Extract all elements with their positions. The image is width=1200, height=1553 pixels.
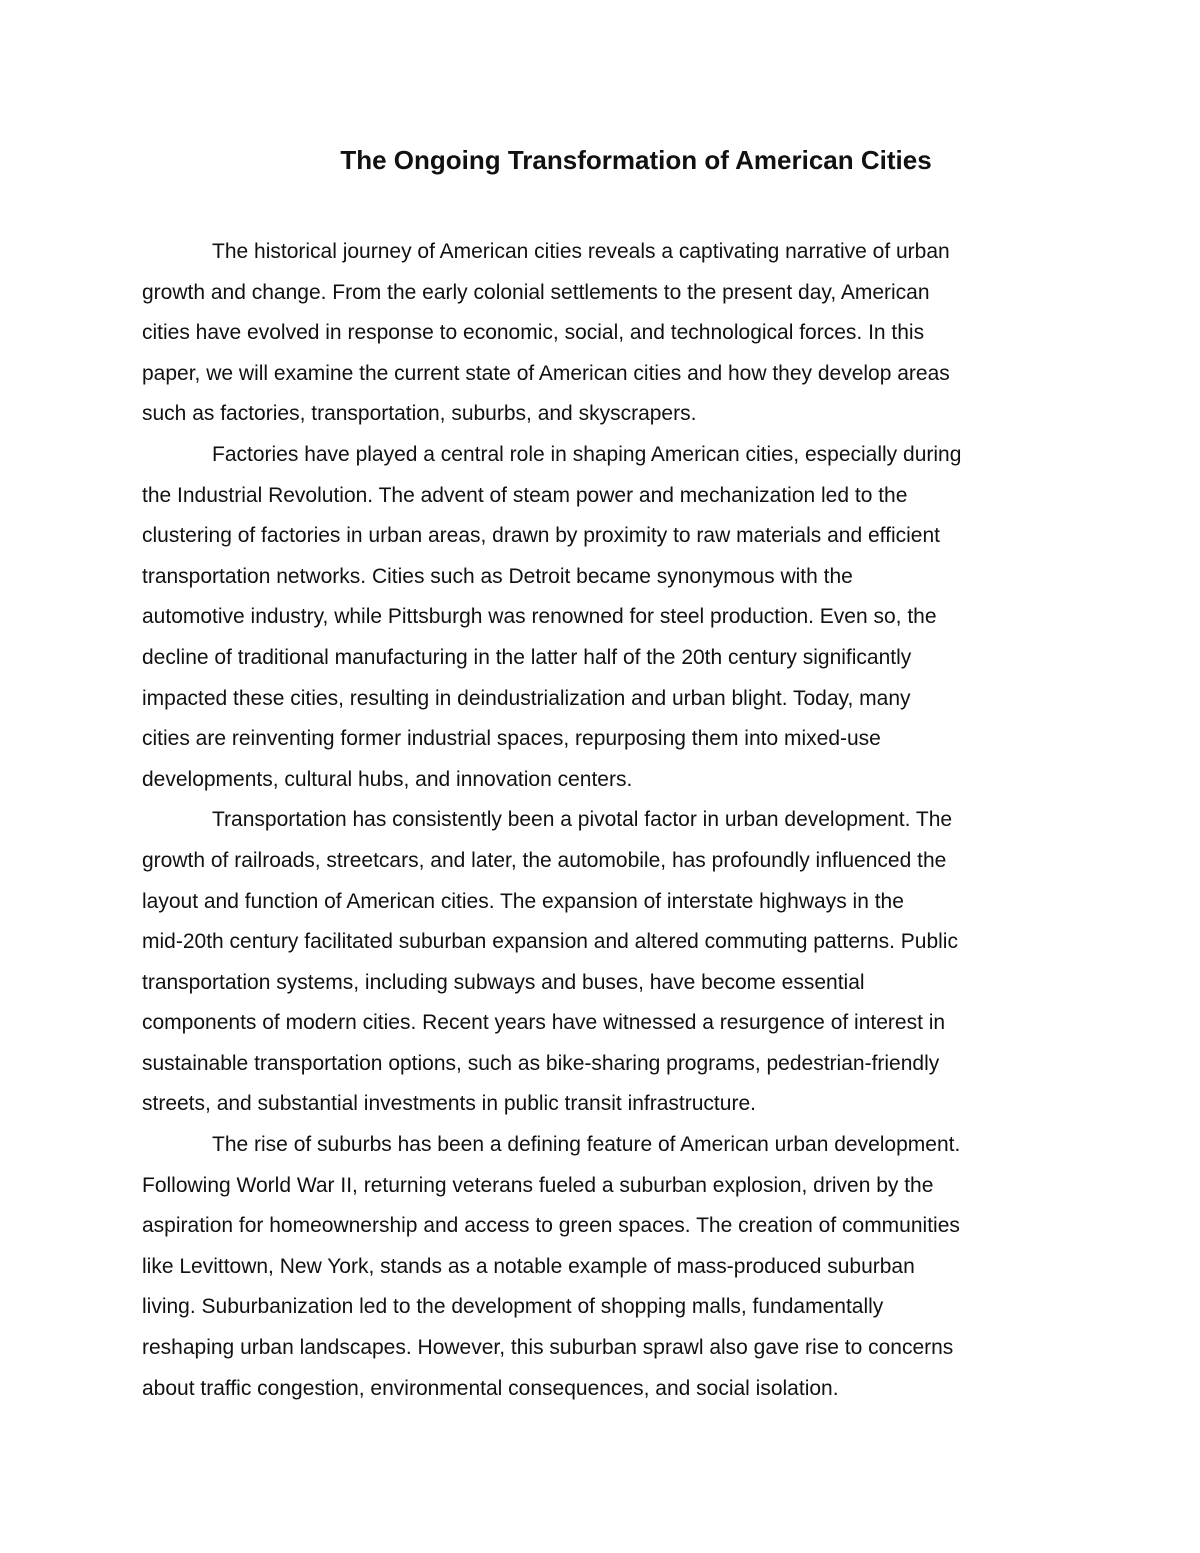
text-line: cities have evolved in response to economic, social, and technological forces. In this	[142, 321, 925, 345]
text-line: The historical journey of American cities reveals a captivating narrative of urban	[212, 240, 950, 263]
text-line: growth of railroads, streetcars, and later, the automobile, has profoundly influenced the	[142, 848, 947, 872]
document-body	[142, 232, 1082, 1409]
text-line: the Industrial Revolution. The advent of steam power and mechanization led to the	[142, 483, 908, 507]
text-line: living. Suburbanization led to the development of shopping malls, fundamentally	[142, 1295, 884, 1319]
text-line: transportation systems, including subways and buses, have become essential	[142, 970, 865, 994]
text-line: sustainable transportation options, such as bike-sharing programs, pedestrian-friendly	[142, 1051, 940, 1075]
text-line: transportation networks. Cities such as Detroit became synonymous with the	[142, 564, 853, 588]
text-line: paper, we will examine the current state of American cities and how they develop areas	[142, 361, 950, 385]
text-line: Transportation has consistently been a pivotal factor in urban development. The	[212, 808, 953, 832]
text-line: developments, cultural hubs, and innovation centers.	[142, 767, 633, 791]
paragraph	[142, 800, 1082, 1125]
text-line: such as factories, transportation, suburbs, and skyscrapers.	[142, 402, 697, 426]
text-line: automotive industry, while Pittsburgh was renowned for steel production. Even so, the	[142, 605, 937, 629]
text-line: aspiration for homeownership and access to green spaces. The creation of communities	[142, 1214, 960, 1238]
text-line: decline of traditional manufacturing in the latter half of the 20th century significantly	[142, 645, 912, 669]
text-line: impacted these cities, resulting in deindustrialization and urban blight. Today, many	[142, 686, 911, 710]
paragraph	[142, 232, 1082, 435]
text-line: layout and function of American cities. The expansion of interstate highways in the	[142, 889, 904, 913]
text-line: growth and change. From the early colonial settlements to the present day, American	[142, 280, 930, 304]
text-line: mid-20th century facilitated suburban expansion and altered commuting patterns. Public	[142, 930, 958, 954]
text-line: about traffic congestion, environmental consequences, and social isolation.	[142, 1376, 839, 1400]
text-line: Following World War II, returning veterans fueled a suburban explosion, driven by the	[142, 1173, 934, 1197]
text-line: reshaping urban landscapes. However, this suburban sprawl also gave rise to concerns	[142, 1336, 954, 1360]
text-line: streets, and substantial investments in public transit infrastructure.	[142, 1092, 756, 1116]
text-line: cities are reinventing former industrial spaces, repurposing them into mixed-use	[142, 727, 881, 751]
document-title: The Ongoing Transformation of American Cities	[340, 145, 932, 175]
text-line: Factories have played a central role in shaping American cities, especially during	[212, 442, 962, 466]
text-line: like Levittown, New York, stands as a notable example of mass-produced suburban	[142, 1254, 915, 1278]
paragraph	[142, 435, 1082, 800]
text-line: The rise of suburbs has been a defining feature of American urban development.	[212, 1133, 961, 1157]
text-line: clustering of factories in urban areas, drawn by proximity to raw materials and efficient	[142, 524, 940, 548]
paragraph	[142, 1125, 1082, 1409]
text-line: components of modern cities. Recent years have witnessed a resurgence of interest in	[142, 1011, 946, 1035]
